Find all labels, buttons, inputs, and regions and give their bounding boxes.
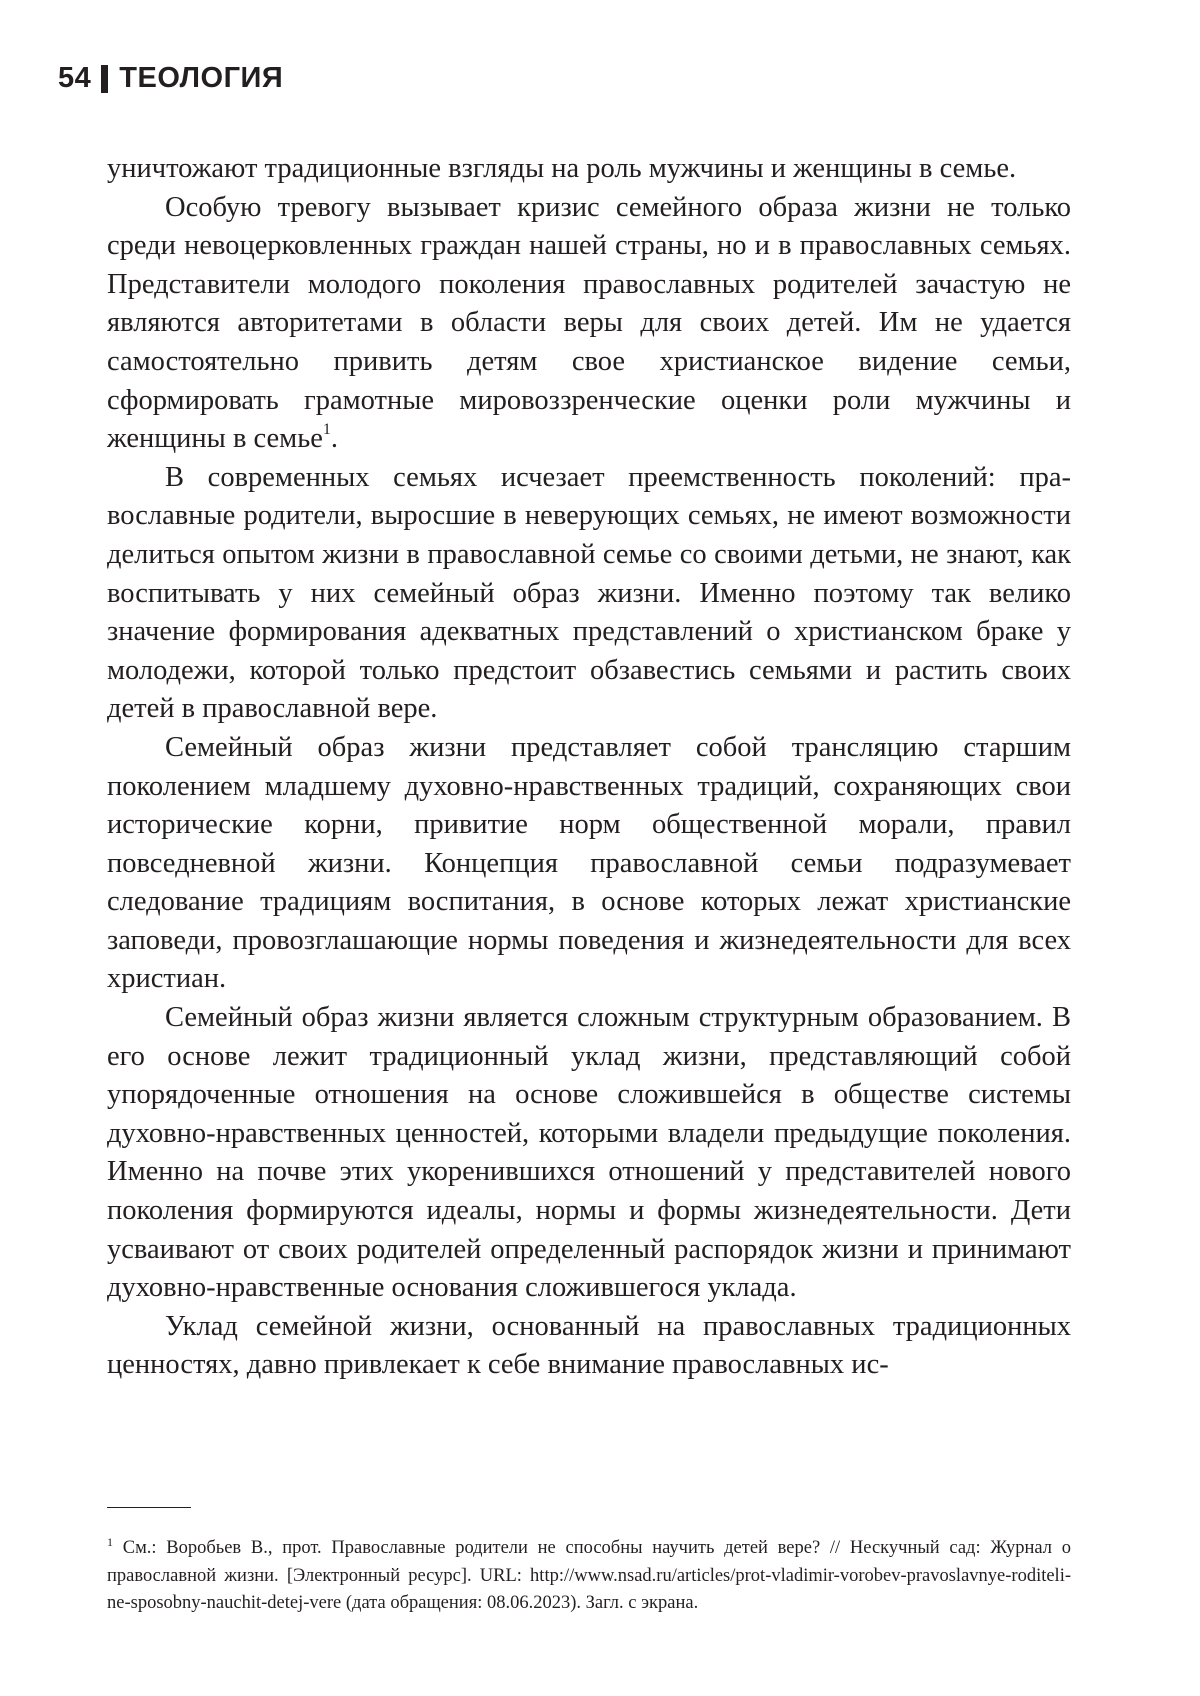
page-number: 54 bbox=[58, 62, 92, 94]
footnote bbox=[107, 1535, 1071, 1618]
footnote-rule bbox=[107, 1507, 191, 1508]
paragraph-end: . bbox=[330, 423, 338, 455]
paragraph: уничтожают традиционные взгляды на роль мужчины и женщины в семье. bbox=[107, 153, 1017, 184]
paragraph: В современных семьях исчезает преемственность поколений: православные родители, выросшие в неверующих семьях, не имеют возможности делиться опытом жизни в православной семье со своими детьми, не знают, как воспитывать у них семейный образ жизни. Именно поэтому так велико значение формирования адекватных представлений о христианском браке у молодежи, которой только предстоит обзавестись семьями и растить своих детей в православной вере. bbox=[107, 461, 1071, 725]
section-title: ТЕОЛОГИЯ bbox=[119, 62, 284, 94]
body-text bbox=[107, 150, 1071, 1385]
paragraph: Уклад семейной жизни, основанный на православных традиционных ценностях, давно привлекает к себе внимание православных ис- bbox=[107, 1310, 1071, 1381]
footnote-text: См.: Воробьев В., прот. Православные родители не способны научить детей вере? // Нескучный сад: Журнал о православной жизни. [Электронный ресурс]. URL: http://www.nsad.ru/articles/prot-vladimir-vorobev-pravoslavnye-roditeli-ne-sposobny-nauchit-detej-vere (дата обращения: 08.06.2023). Загл. с экрана. bbox=[107, 1538, 1071, 1613]
paragraph-text: Особую тревогу вызывает кризис семейного образа жизни не только среди невоцерковленных граждан нашей страны, но и в православных семьях. Представители молодого поколения православных родителей зачастую не являются авторитетами в области веры для своих детей. Им не удается самостоятельно привить детям свое христианское видение семьи, сформировать грамотные мировоззренческие оценки роли мужчины и женщины в семье bbox=[107, 191, 1071, 455]
paragraph: Семейный образ жизни является сложным структурным образованием. В его основе лежит традиционный уклад жизни, представляющий собой упорядоченные отношения на основе сложившейся в обществе системы духовно-нравственных ценностей, которыми владели предыдущие поколения. Именно на почве этих укоренившихся отношений у представителей нового поколения формируются идеалы, нормы и формы жизнедеятельности. Дети усваивают от своих родителей определенный распорядок жизни и принимают духовно-нравственные основания сложившегося уклада. bbox=[107, 1002, 1071, 1304]
footnote-ref[interactable]: 1 bbox=[322, 420, 331, 438]
separator-bar bbox=[101, 65, 108, 93]
footnote-number: 1 bbox=[107, 1534, 113, 1549]
paragraph: Семейный образ жизни представляет собой трансляцию старшим поколением младшему духовно-нравственных традиций, сохраняющих свои исторические корни, привитие норм общественной морали, правил повседневной жизни. Концепция православной семьи подразумевает следование традициям воспитания, в основе которых лежат христианские заповеди, провозглашающие нормы поведения и жизнедеятельности для всех христиан. bbox=[107, 731, 1071, 995]
paragraph bbox=[107, 189, 1071, 459]
running-head bbox=[58, 62, 283, 95]
